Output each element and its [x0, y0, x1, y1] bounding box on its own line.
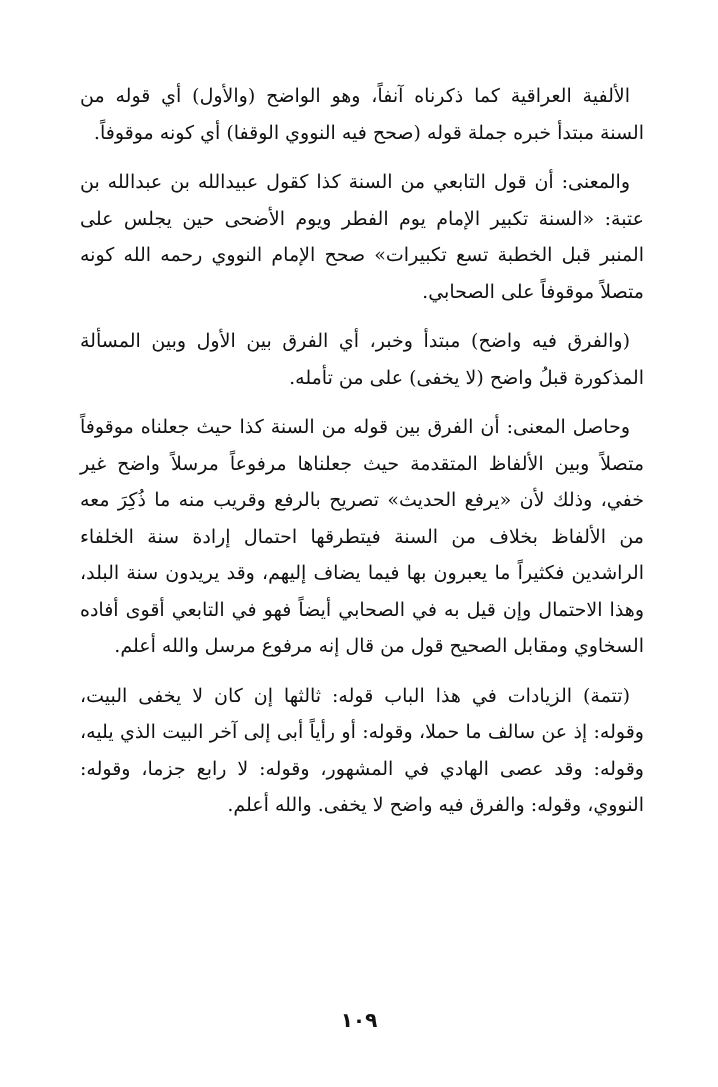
paragraph-meaning: والمعنى: أن قول التابعي من السنة كذا كقول عبيدالله بن عبدالله بن عتبة: «السنة تكبير الإمام يوم الفطر ويوم الأضحى حين يجلس على المنبر قبل الخطبة تسع تكبيرات» صحح الإمام النووي رحمه الله كونه متصلاً موقوفاً على الصحابي.: [80, 171, 644, 303]
paragraph-difference: (والفرق فيه واضح) مبتدأ وخبر، أي الفرق بين الأول وبين المسألة المذكورة قبلُ واضح (لا يخفى) على من تأمله.: [80, 330, 644, 389]
paragraph-intro: الألفية العراقية كما ذكرناه آنفاً، وهو الواضح (والأول) أي قوله من السنة مبتدأ خبره جملة قوله (صحح فيه النووي الوقفا) أي كونه موقوفاً.: [80, 85, 644, 144]
page-number: ١٠٩: [340, 1008, 378, 1032]
paragraph-summary: وحاصل المعنى: أن الفرق بين قوله من السنة كذا حيث جعلناه موقوفاً متصلاً وبين الألفاظ المتقدمة حيث جعلناها مرفوعاً مرسلاً واضح غير خفي، وذلك لأن «يرفع الحديث» تصريح بالرفع وقريب منه ما ذُكِرَ معه من الألفاظ بخلاف من السنة فيتطرقها احتمال إرادة سنة الخلفاء الراشدين فكثيراً ما يعبرون بها فيما يضاف إليهم، وقد يريدون سنة البلد، وهذا الاحتمال وإن قيل به في الصحابي أيضاً فهو في التابعي أقوى أفاده السخاوي ومقابل الصحيح قول من قال إنه مرفوع مرسل والله أعلم.: [80, 416, 644, 657]
paragraph-supplement: (تتمة) الزيادات في هذا الباب قوله: ثالثها إن كان لا يخفى البيت، وقوله: إذ عن سالف ما حملا، وقوله: أو رأياً أبى إلى آخر البيت الذي يليه، وقوله: وقد عصى الهادي في المشهور، وقوله: لا رابع جزما، وقوله: النووي، وقوله: والفرق فيه واضح لا يخفى. والله أعلم.: [80, 684, 644, 816]
page-body: [80, 78, 644, 837]
